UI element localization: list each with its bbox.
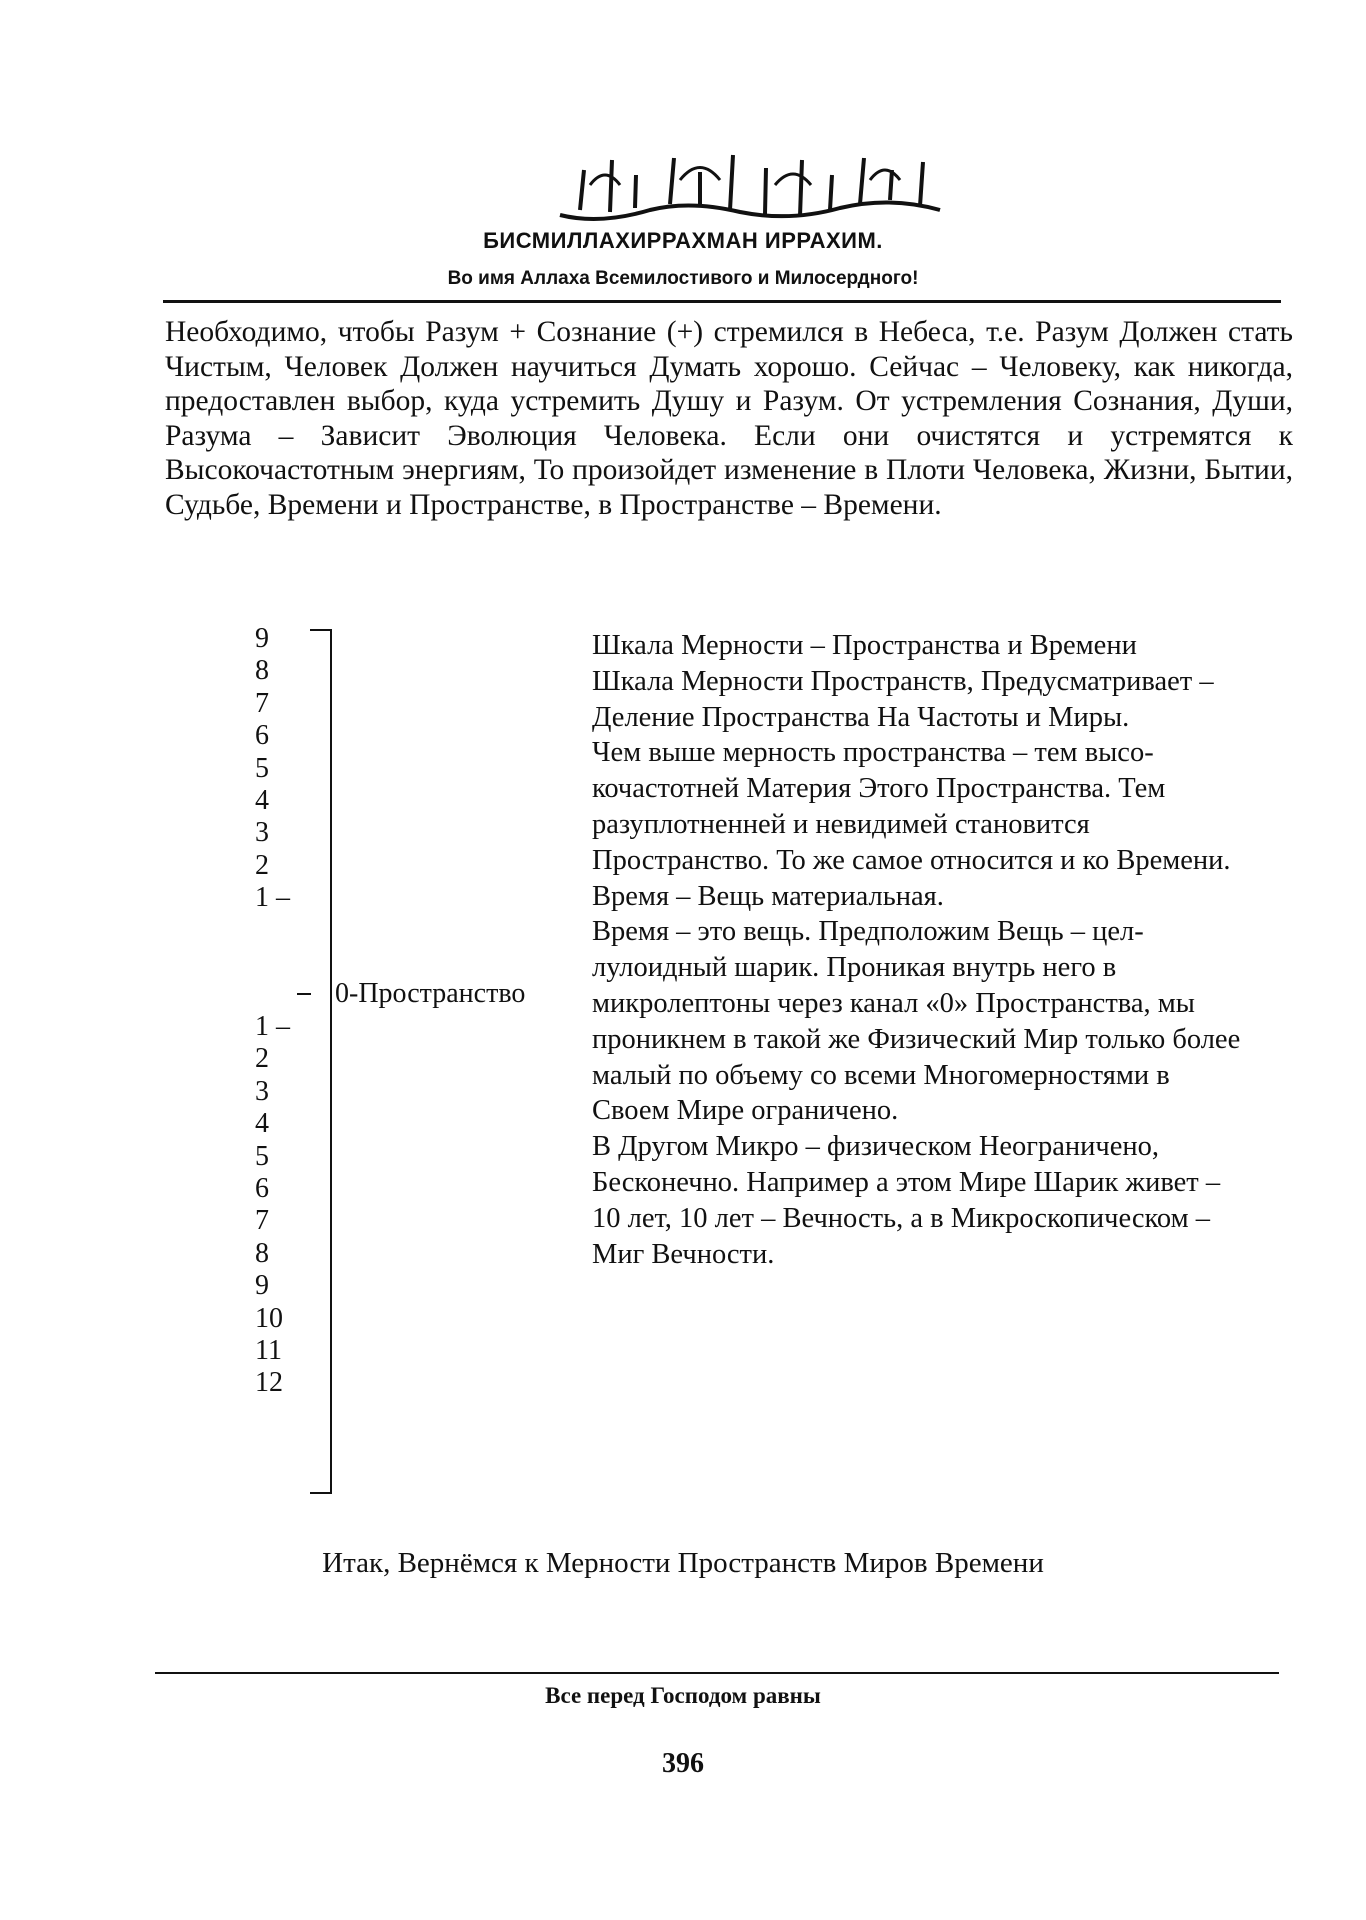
scale-number-upper: 3 bbox=[255, 817, 269, 849]
header-title: БИСМИЛЛАХИРРАХМАН ИРРАХИМ. bbox=[483, 228, 883, 253]
scale-number-lower: 9 bbox=[255, 1270, 269, 1302]
description-paragraph: Чем выше мерность пространства – тем высокочастотней Материя Этого Пространства. Тем разуплотненней и невидимей становится Пространство. То же самое относится и ко Времени. Время – Вещь материальная. bbox=[592, 737, 1231, 912]
scale-number-upper: 4 bbox=[255, 785, 269, 816]
description-paragraph: Время – это вещь. Предположим Вещь – целлулоидный шарик. Проникая внутрь него в микролептоны через канал «0» Пространства, мы проникнем в такой же Физический Мир только более малый по объему со всеми Многомерностями в Своем Мире ограничено. bbox=[592, 916, 1241, 1127]
scale-number-lower: 10 bbox=[255, 1302, 283, 1334]
scale-number-lower: 5 bbox=[255, 1140, 269, 1172]
zero-space-label: 0-Пространство bbox=[335, 978, 526, 1009]
scale-number-upper: 8 bbox=[255, 655, 269, 687]
scale-number-upper: 6 bbox=[255, 720, 269, 752]
scale-number-upper: 1 – bbox=[255, 882, 290, 914]
scale-number-lower: 1 – bbox=[255, 1011, 290, 1042]
description-paragraph: В Другом Микро – физическом Неограничено, Бесконечно. Например а этом Мире Шарик живет – 10 лет, 10 лет – Вечность, а в Микроскопическом – Миг Вечности. bbox=[592, 1131, 1221, 1270]
footer-divider bbox=[155, 1672, 1279, 1674]
scale-number-lower: 4 bbox=[255, 1108, 269, 1140]
header-subtitle: Во имя Аллаха Всемилостивого и Милосердного! bbox=[447, 268, 919, 289]
scale-number-lower: 6 bbox=[255, 1173, 269, 1204]
description-paragraph: Шкала Мерности – Пространства и Времени bbox=[592, 630, 1137, 661]
scale-number-lower: 8 bbox=[255, 1237, 269, 1269]
footer-motto: Все перед Господом равны bbox=[545, 1683, 821, 1708]
intro-paragraph: Необходимо, чтобы Разум + Сознание (+) стремился в Небеса, т.е. Разум Должен стать Чистым, Человек Должен научиться Думать хорошо. Сейчас – Человеку, как никогда, предоставлен выбор, куда устремить Душу и Разум. От устремления Сознания, Души, Разума – Зависит Эволюция Человека. Если они очистятся и устремятся к Высокочастотным энергиям, То произойдет изменение в Плоти Человека, Жизни, Бытии, Судьбе, Времени и Пространстве, в Пространстве – Времени. bbox=[165, 316, 1293, 521]
zero-tick bbox=[297, 993, 311, 995]
header-divider bbox=[163, 300, 1281, 303]
closing-line: Итак, Вернёмся к Мерности Пространств Миров Времени bbox=[322, 1547, 1044, 1579]
description-paragraph: Шкала Мерности Пространств, Предусматривает – Деление Пространства На Частоты и Миры. bbox=[592, 665, 1214, 733]
dimension-scale bbox=[255, 625, 575, 1495]
scale-description bbox=[592, 628, 1244, 1272]
page-number: 396 bbox=[662, 1748, 704, 1779]
scale-number-upper: 2 bbox=[255, 849, 269, 881]
bismillah-calligraphy bbox=[540, 130, 960, 240]
scale-number-upper: 9 bbox=[255, 623, 269, 654]
scale-number-lower: 7 bbox=[255, 1205, 269, 1237]
scale-number-lower: 11 bbox=[255, 1335, 282, 1366]
calligraphy-image bbox=[540, 130, 960, 240]
scale-number-upper: 7 bbox=[255, 687, 269, 719]
scale-number-lower: 12 bbox=[255, 1367, 283, 1399]
scale-number-lower: 2 bbox=[255, 1043, 269, 1075]
scale-number-lower: 3 bbox=[255, 1075, 269, 1107]
scale-number-upper: 5 bbox=[255, 752, 269, 784]
